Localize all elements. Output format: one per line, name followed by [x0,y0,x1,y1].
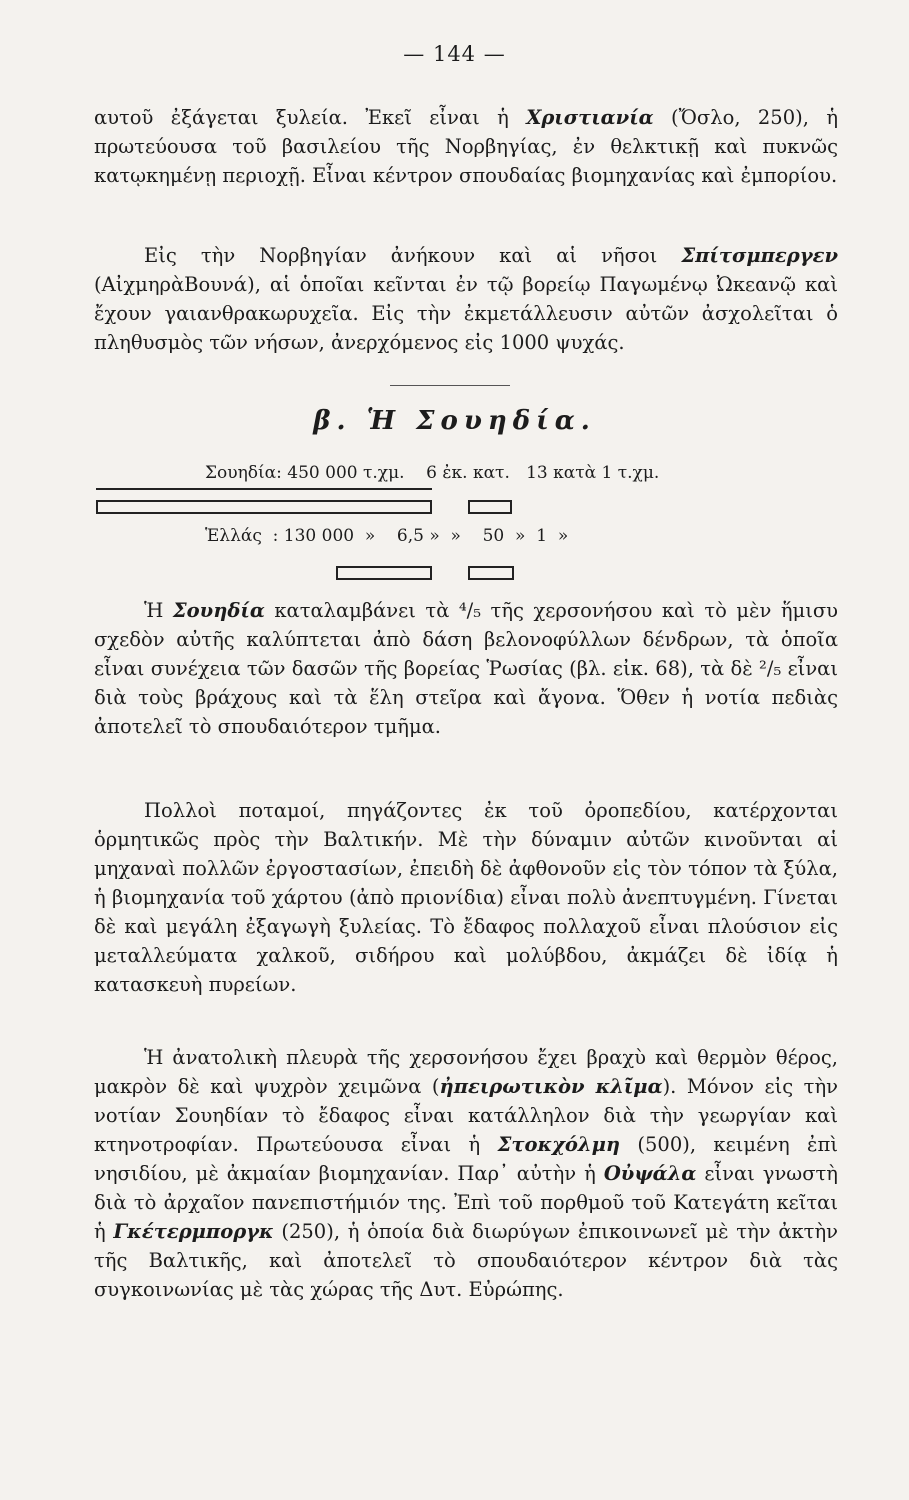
greece-stats: Ἑλλάς : 130 000 » 6,5 » » 50 » 1 » [205,526,569,546]
sweden-area-bar [96,500,432,514]
section-title: β. Ἡ Σουηδία. [313,406,596,436]
greece-area-bar [336,566,432,580]
paragraph-5: Ἡ ἀνατολικὴ πλευρὰ τῆς χερσονήσου ἔχει βραχὺ καὶ θερμὸν θέρος, μακρὸν δὲ καὶ ψυχρὸν χειμῶνα (ἠπειρωτικὸν κλῖμα). Μόνον εἰς τὴν νοτίαν Σουηδίαν τὸ ἔδαφος εἶναι κατάλληλον διὰ τὴν γεωργίαν καὶ κτηνοτροφίαν. Πρωτεύουσα εἶναι ἡ Στοκχόλμη (500), κειμένη ἐπὶ νησιδίου, μὲ ἀκμαίαν βιομηχανίαν. Παρ᾽ αὐτὴν ἡ Οὐψάλα εἶναι γνωστὴ διὰ τὸ ἀρχαῖον πανεπιστήμιόν της. Ἐπὶ τοῦ πορθμοῦ τοῦ Κατεγάτη κεῖται ἡ Γκέτερμποργκ (250), ἡ ὁποία διὰ διωρύγων ἐπικοινωνεῖ μὲ τὴν ἀκτὴν τῆς Βαλτικῆς, καὶ ἀποτελεῖ τὸ σπουδαιότερον κέντρον διὰ τὰς συγκοινωνίας μὲ τὰς χώρας τῆς Δυτ. Εὐρώπης. [94,1046,839,1301]
paragraph-2: Εἰς τὴν Νορβηγίαν ἀνήκουν καὶ αἱ νῆσοι Σπίτσμπεργεν (ΑἰχμηρὰΒουνά), αἱ ὁποῖαι κεῖνται ἐν τῷ βορείῳ Παγωμένῳ Ὠκεανῷ καὶ ἔχουν γαιανθρακωρυχεῖα. Εἰς τὴν ἐκμετάλλευσιν αὐτῶν ἀσχολεῖται ὁ πληθυσμὸς τῶν νήσων, ἀνερχόμενος εἰς 1000 ψυχάς. [94,244,838,354]
sweden-population-bar [468,500,512,514]
sweden-stats: Σουηδία: 450 000 τ.χμ. 6 ἐκ. κατ. 13 κατὰ 1 τ.χμ. [205,463,660,483]
sweden-area-bar-top [96,488,432,490]
page-number: — 144 — [403,42,506,66]
paragraph-3: Ἡ Σουηδία καταλαμβάνει τὰ ⁴/₅ τῆς χερσονήσου καὶ τὸ μὲν ἥμισυ σχεδὸν αὐτῆς καλύπτεται ἀπὸ δάση βελονοφύλλων δένδρων, τὰ ὁποῖα εἶναι συνέχεια τῶν δασῶν τῆς βορείας Ῥωσίας (βλ. εἰκ. 68), τὰ δὲ ²/₅ εἶναι διὰ τοὺς βράχους καὶ τὰ ἕλη στεῖρα καὶ ἄγονα. Ὅθεν ἡ νοτία πεδιὰς ἀποτελεῖ τὸ σπουδαιότερον τμῆμα. [94,599,839,738]
separator-rule [390,385,510,386]
paragraph-1: αυτοῦ ἐξάγεται ξυλεία. Ἐκεῖ εἶναι ἡ Χριστιανία (Ὄσλο, 250), ἡ πρωτεύουσα τοῦ βασιλείου τῆς Νορβηγίας, ἐν θελκτικῇ καὶ πυκνῶς κατῳκημένῃ περιοχῇ. Εἶναι κέντρον σπουδαίας βιομηχανίας καὶ ἐμπορίου. [94,106,838,187]
paragraph-4: Πολλοὶ ποταμοί, πηγάζοντες ἐκ τοῦ ὀροπεδίου, κατέρχονται ὁρμητικῶς πρὸς τὴν Βαλτικήν. Μὲ τὴν δύναμιν αὐτῶν κινοῦνται αἱ μηχαναὶ πολλῶν ἐργοστασίων, ἐπειδὴ δὲ ἀφθονοῦν εἰς τὸν τόπον τὰ ξύλα, ἡ βιομηχανία τοῦ χάρτου (ἀπὸ πριονίδια) εἶναι πολὺ ἀνεπτυγμένη. Γίνεται δὲ καὶ μεγάλη ἐξαγωγὴ ξυλείας. Τὸ ἔδαφος πολλαχοῦ εἶναι πλούσιον εἰς μεταλλεύματα χαλκοῦ, σιδήρου καὶ μολύβδου, ἀκμάζει δὲ ἰδίᾳ ἡ κατασκευὴ πυρείων. [94,799,838,996]
greece-population-bar [468,566,514,580]
